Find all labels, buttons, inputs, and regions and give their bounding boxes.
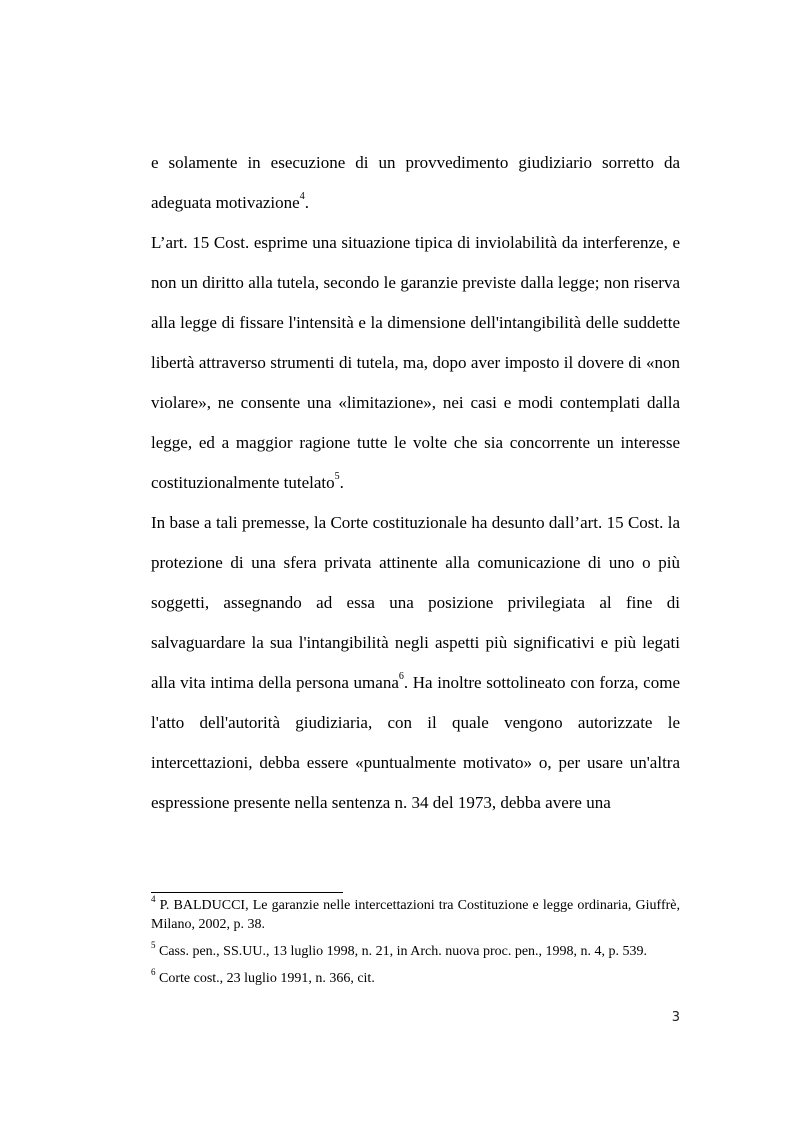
footnote-6: [151, 969, 680, 988]
footnotes: [151, 896, 680, 996]
footnote-ref-5[interactable]: 5: [334, 471, 340, 483]
paragraph-3: [151, 503, 680, 823]
footnote-ref-6[interactable]: 6: [398, 671, 404, 683]
paragraph-2-text: L’art. 15 Cost. esprime una situazione tipica di inviolabilità da interferenze, e non un diritto alla tutela, secondo le garanzie previste dalla legge; non riserva alla legge di fissare l'intensità e la dimensione dell'intangibilità delle suddette libertà attraverso strumenti di tutela, ma, dopo aver imposto il dovere di «non violare», ne consente una «limitazione», nei casi e modi contemplati dalla legge, ed a maggior ragione tutte le volte che sia concorrente un interesse costituzionalmente tutelato: [151, 233, 680, 492]
footnote-ref-4[interactable]: 4: [299, 191, 305, 203]
paragraph-2: [151, 223, 680, 503]
body-text: [151, 143, 680, 823]
footnote-5: [151, 942, 680, 961]
footnote-text: P. BALDUCCI, Le garanzie nelle intercettazioni tra Costituzione e legge ordinaria, Giuffrè, Milano, 2002, p. 38.: [151, 898, 680, 932]
paragraph-3-text-a: In base a tali premesse, la Corte costituzionale ha desunto dall’art. 15 Cost. la protezione di una sfera privata attinente alla comunicazione di uno o più soggetti, assegnando ad essa una posizione privilegiata al fine di salvaguardare la sua l'intangibilità negli aspetti più significativi e più legati alla vita intima della persona umana: [151, 513, 680, 692]
footnote-number: 5: [151, 940, 156, 951]
paragraph-1-end: .: [304, 193, 309, 212]
footnote-number: 6: [151, 967, 156, 978]
footnote-separator: [151, 892, 343, 893]
paragraph-2-end: .: [339, 473, 344, 492]
footnote-number: 4: [151, 894, 156, 905]
paragraph-3-text-b: . Ha inoltre sottolineato con forza, come l'atto dell'autorità giudiziaria, con il quale vengono autorizzate le intercettazioni, debba essere «puntualmente motivato» o, per usare un'altra espressione presente nella sentenza n. 34 del 1973, debba avere una: [151, 673, 680, 812]
paragraph-1-text: e solamente in esecuzione di un provvedimento giudiziario sorretto da adeguata motivazione: [151, 153, 680, 212]
footnote-text: Corte cost., 23 luglio 1991, n. 366, cit.: [155, 971, 375, 986]
footnote-4: [151, 896, 680, 934]
paragraph-1: [151, 143, 680, 223]
page-number: 3: [671, 1010, 680, 1025]
footnote-text: Cass. pen., SS.UU., 13 luglio 1998, n. 21, in Arch. nuova proc. pen., 1998, n. 4, p. 539.: [155, 944, 648, 959]
